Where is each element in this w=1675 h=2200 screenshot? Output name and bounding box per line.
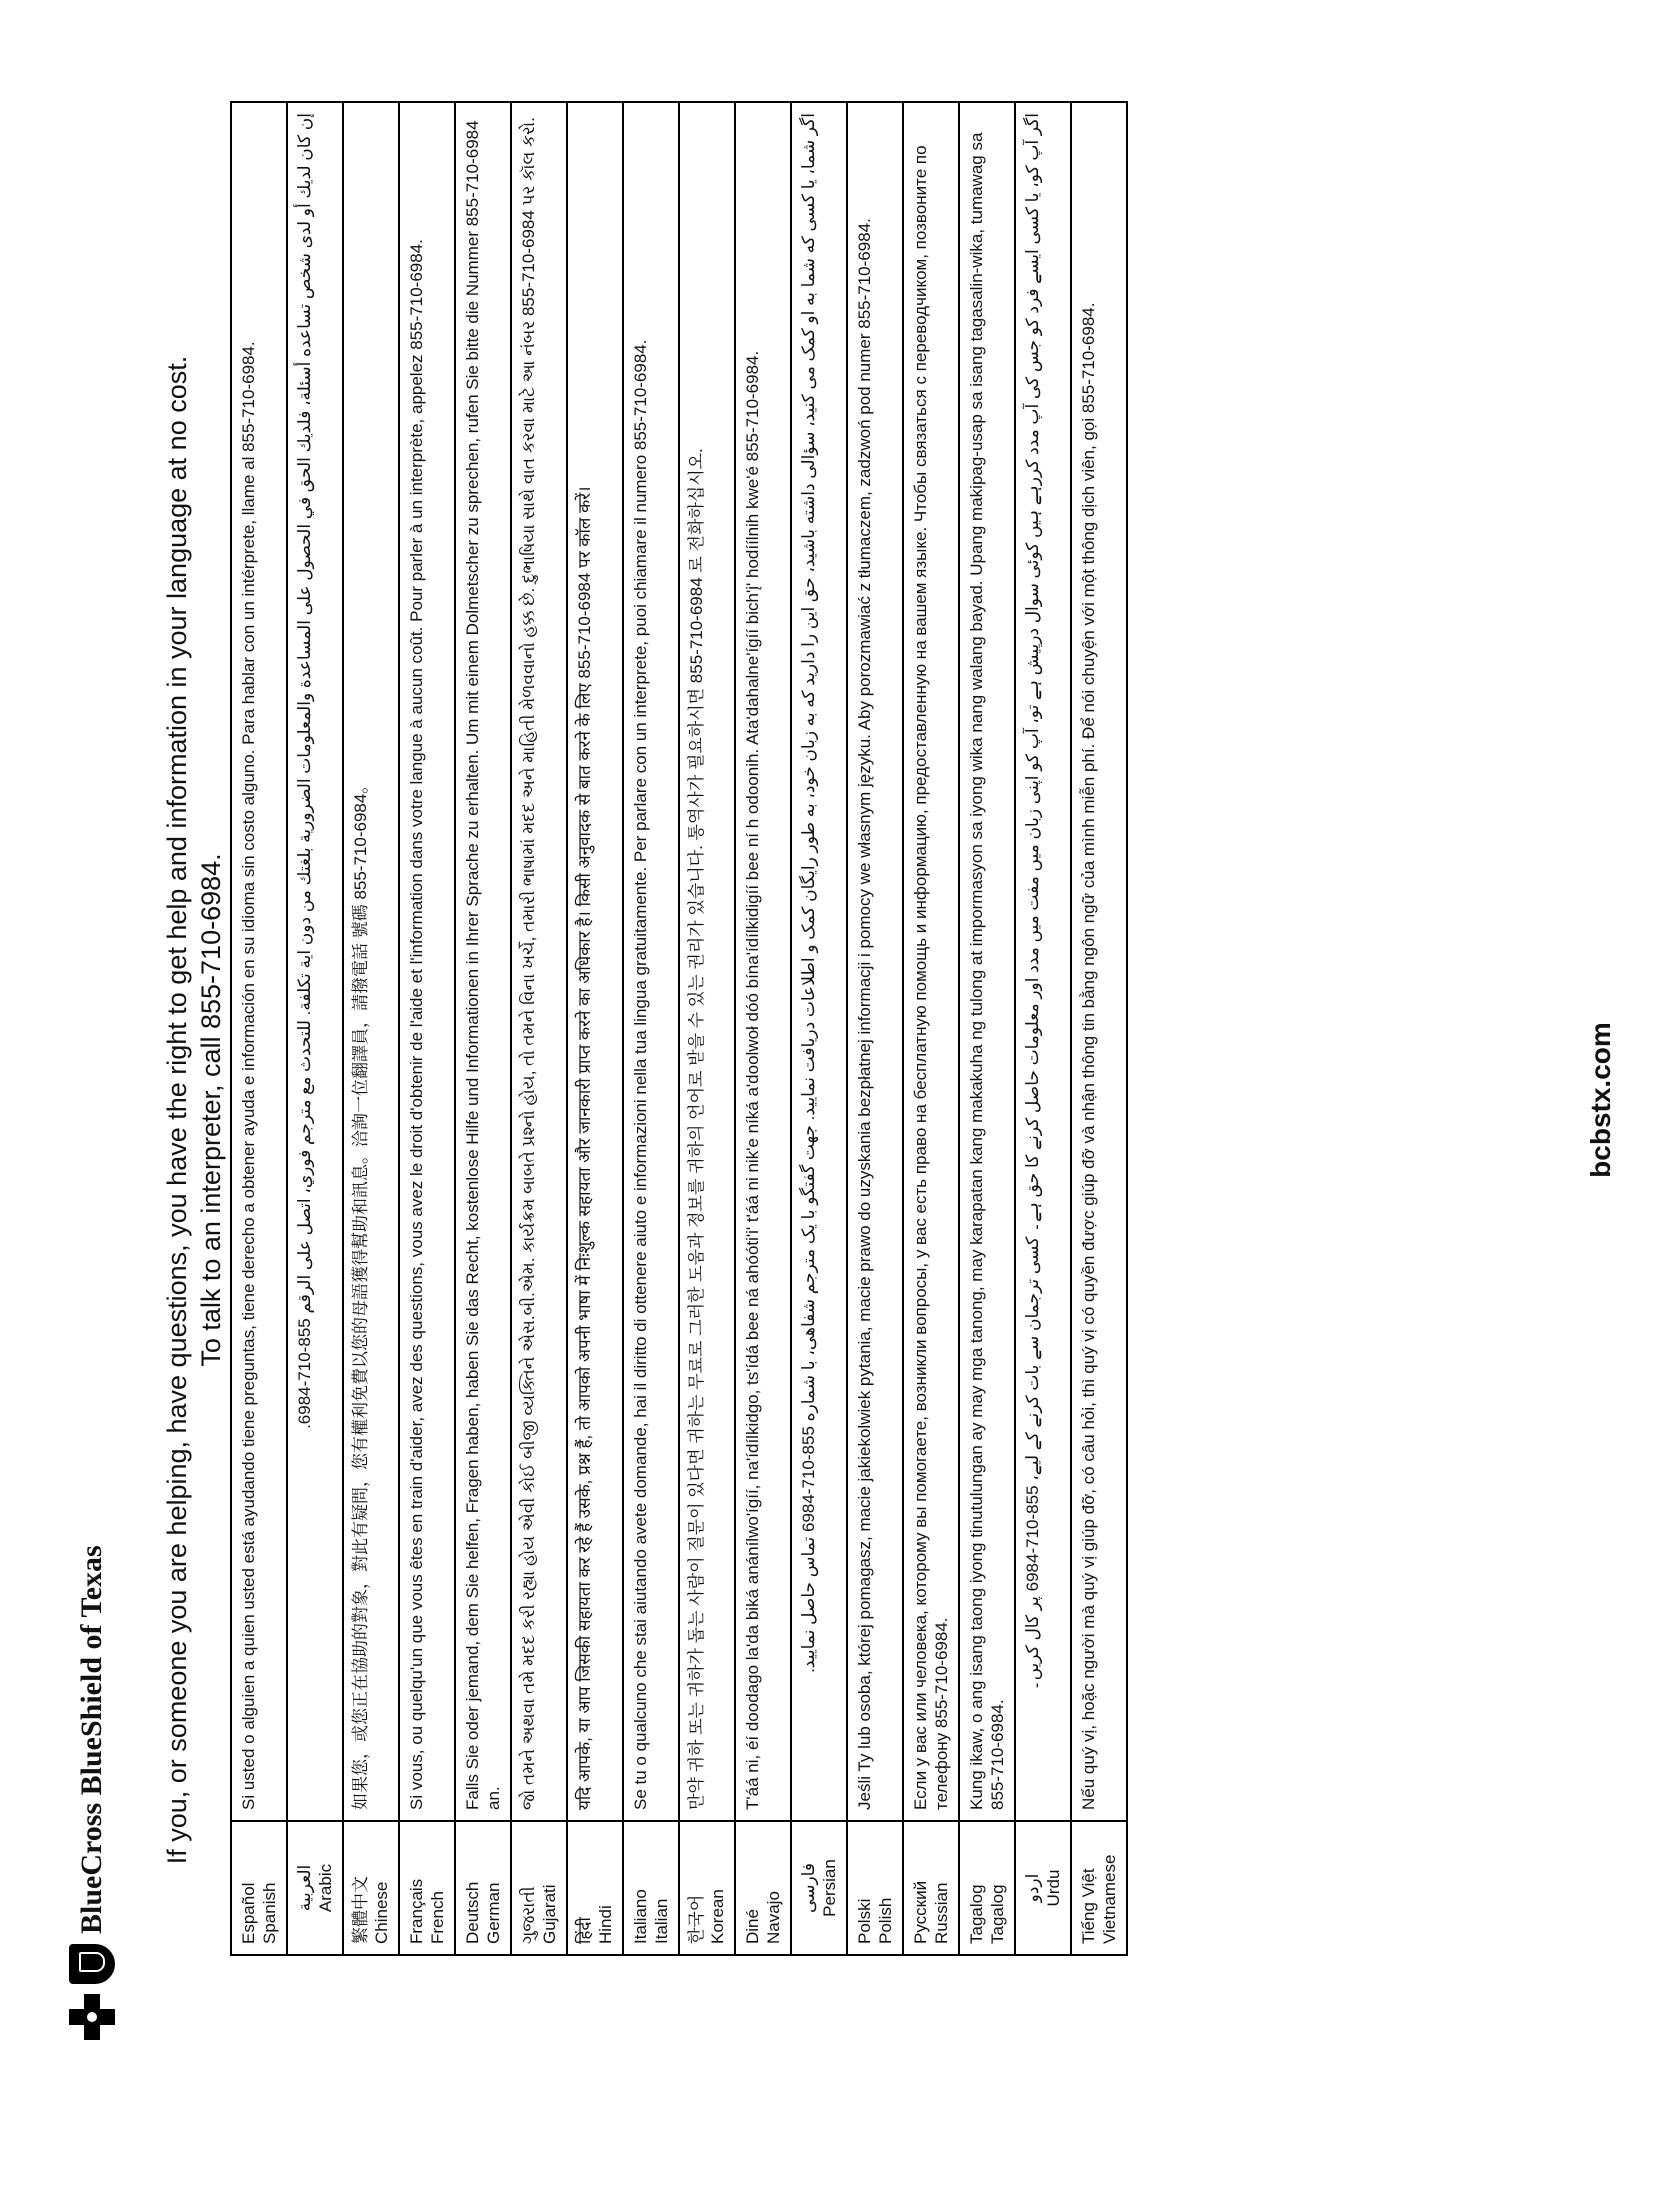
language-english-name: Navajo [764,1891,783,1944]
language-english-name: Tagalog [988,1884,1007,1944]
language-native-name: Español [239,1882,258,1944]
language-message: 만약 귀하 또는 귀하가 돕는 사람이 질문이 있다면 귀하는 무료로 그러한 도움과 정보를 귀하의 언어로 받을 수 있는 권리가 있습니다. 통역사가 필요하시면 855-710-6984 로 전화하십시오. [679,102,735,1821]
language-english-name: Arabic [316,1863,335,1913]
language-english-name: Korean [708,1889,727,1944]
language-row [903,102,959,1955]
language-name-cell [231,1821,287,1955]
language-native-name: فارسی [799,1863,818,1913]
language-native-name: ગુજરાતી [519,1886,538,1944]
language-name-cell [623,1821,679,1955]
language-row [791,102,847,1955]
language-native-name: Italiano [631,1889,650,1944]
language-name-cell [903,1821,959,1955]
language-name-cell [343,1821,399,1955]
language-name-cell [1015,1821,1071,1955]
language-english-name: Italian [652,1898,671,1944]
language-row [679,102,735,1955]
language-native-name: اردو [1023,1873,1042,1903]
language-row [623,102,679,1955]
language-message: Si usted o alguien a quien usted está ayudando tiene preguntas, tiene derecho a obtener ayuda e información en su idioma sin costo alguno. Para hablar con un intérprete, llame al 855-710-6984. [231,102,287,1821]
language-native-name: Tiếng Việt [1079,1868,1098,1944]
language-message: Falls Sie oder jemand, dem Sie helfen, Fragen haben, haben Sie das Recht, kostenlose Hilfe und Informationen in Ihrer Sprache zu erhalten. Um mit einem Dolmetscher zu sprechen, rufen Sie bitte die Nummer 855-710-6984 an. [455,102,511,1821]
language-message: 如果您，或您正在協助的對象，對此有疑問，您有權利免費以您的母語獲得幫助和訊息。洽詢一位翻譯員，請撥電話 號碼 855-710-6984。 [343,102,399,1821]
language-name-cell [735,1821,791,1955]
language-english-name: Chinese [372,1881,391,1944]
language-english-name: Spanish [260,1882,279,1944]
language-native-name: Diné [743,1909,762,1944]
language-row [847,102,903,1955]
language-message: اگر شما، یا کسی که شما به او کمک می کنید، سؤالی داشته باشید، حق این را دارید که به زبان خود، به طور رایگان کمک و اطلاعات دریافت نمایید. جهت گفتگو با یک مترجم شفاهی، با شماره 855-710-6984 تماس حاصل نمایید. [791,102,847,1821]
language-message: T'áá ni, éí doodago la'da biká anánílwo'ígíí, na'ídílkidgo, ts'ídá bee ná ahóóti'i' t'áá ni nik'e níká a'doolwoł dóó bína'ídílkidigíí bee ní h odoonih. Ata'dahalne'ígíí bich'į' hodíílnih kwe'é 855-710-6984. [735,102,791,1821]
language-row [231,102,287,1955]
language-name-cell [455,1821,511,1955]
language-native-name: Deutsch [463,1881,482,1944]
language-english-name: Persian [820,1859,839,1917]
language-native-name: العربية [295,1864,314,1912]
language-row [399,102,455,1955]
footer-url: bcbstx.com [1585,1022,1616,1178]
language-assistance-table [230,101,1128,1956]
headline-line-1: If you, or someone you are helping, have questions, you have the right to get help and information in your language at no cost. [162,355,192,1865]
language-name-cell [287,1821,343,1955]
language-name-cell [679,1821,735,1955]
language-native-name: 繁體中文 [351,1876,370,1944]
language-english-name: Urdu [1044,1869,1063,1907]
language-message: यदि आपके, या आप जिसकी सहायता कर रहे हैं उसके, प्रश्न हैं, तो आपको अपनी भाषा में निःशुल्क सहायता और जानकारी प्राप्त करने का अधिकार है। किसी अनुवादक से बात करने के लिए 855-710-6984 पर कॉल करें। [567,102,623,1821]
language-row [455,102,511,1955]
language-message: Если у вас или человека, которому вы помогаете, возникли вопросы, у вас есть право на бесплатную помощь и информацию, предоставленную на вашем языке. Чтобы связаться с переводчиком, позвоните по телефону 855-710-6984. [903,102,959,1821]
blue-shield-icon [69,1944,115,1984]
headline [160,160,228,2060]
language-row [1071,102,1127,1955]
language-english-name: Gujarati [540,1884,559,1944]
language-row [511,102,567,1955]
language-english-name: Hindi [596,1905,615,1944]
language-message: Kung ikaw, o ang isang taong iyong tinutulungan ay may mga tanong, may karapatan kang makakuha ng tulong at impormasyon sa iyong wika nang walang bayad. Upang makipag-usap sa isang tagasalin-wika, tumawag sa 855-710-6984. [959,102,1015,1821]
language-name-cell [399,1821,455,1955]
blue-cross-icon [69,1994,115,2040]
language-english-name: Vietnamese [1100,1854,1119,1944]
language-english-name: Russian [932,1882,951,1944]
language-native-name: हिंदी [575,1917,594,1944]
language-native-name: 한국어 [687,1894,706,1944]
language-message: Si vous, ou quelqu'un que vous êtes en train d'aider, avez des questions, vous avez le droit d'obtenir de l'aide et l'information dans votre langue à aucun coût. Pour parler à un interprète, appelez 855-710-6984. [399,102,455,1821]
language-name-cell [567,1821,623,1955]
language-message: إن كان لديك أو لدى شخص تساعده أسئلة، فلديك الحق في الحصول على المساعدة والمعلومات الضرورية بلغتك من دون اية تكلفة. للتحدث مع مترجم فوري، اتصل على الرقم 855-710-6984. [287,102,343,1821]
language-message: اگر آپ کو، یا کسی ایسے فرد کو جس کی آپ مدد کررہے ہیں کوئی سوال درپیش ہے تو، آپ کو اپنی زبان میں مفت میں مدد اور معلومات حاصل کرنے کا حق ہے۔ کسی ترجمان سے بات کرنے کے لیے، 855-710-6984 پر کال کریں۔ [1015,102,1071,1821]
language-message: Se tu o qualcuno che stai aiutando avete domande, hai il diritto di ottenere aiuto e informazioni nella tua lingua gratuitamente. Per parlare con un interprete, puoi chiamare il numero 855-710-6984. [623,102,679,1821]
language-english-name: German [484,1882,503,1944]
language-name-cell [791,1821,847,1955]
language-native-name: Polski [855,1898,874,1944]
brand-name: BlueCross BlueShield of Texas [75,1545,108,1934]
language-message: Nếu quý vị, hoặc người mà quý vị giúp đỡ, có câu hỏi, thì quý vị có quyền được giúp đỡ và nhận thông tin bằng ngôn ngữ của mình miễn phí. Để nói chuyện với một thông dịch viên, gọi 855-710-6984. [1071,102,1127,1821]
headline-line-2: To talk to an interpreter, call 855-710-6984. [196,853,226,1367]
language-row [735,102,791,1955]
language-message: Jeśli Ty lub osoba, której pomagasz, macie jakiekolwiek pytania, macie prawo do uzyskania bezpłatnej informacji i pomocy we własnym języku. Aby porozmawiać z tłumaczem, zadzwoń pod numer 855-710-6984. [847,102,903,1821]
language-english-name: Polish [876,1897,895,1944]
language-row [567,102,623,1955]
language-message: જો તમને અથવા તમે મદદ કરી રહ્યા હોય એવી કોઈ બીજી વ્યક્તિને એસ.બી.એમ. કાર્યક્રમ બાબતે પ્રશ્નો હોય, તો તમને વિના ખર્ચે, તમારી ભાષામાં મદદ અને માહિતી મેળવવાનો હક્ક છે. દુભાષિયા સાથે વાત કરવા માટે આ નંબર 855-710-6984 પર કૉલ કરો. [511,102,567,1821]
language-name-cell [511,1821,567,1955]
language-row [1015,102,1071,1955]
language-row [343,102,399,1955]
language-row [287,102,343,1955]
bcbs-logo [62,1545,122,2040]
language-native-name: Русский [911,1880,930,1944]
language-native-name: Français [407,1878,426,1944]
language-row [959,102,1015,1955]
language-english-name: French [428,1891,447,1944]
language-name-cell [847,1821,903,1955]
language-name-cell [959,1821,1015,1955]
language-name-cell [1071,1821,1127,1955]
language-native-name: Tagalog [967,1884,986,1944]
